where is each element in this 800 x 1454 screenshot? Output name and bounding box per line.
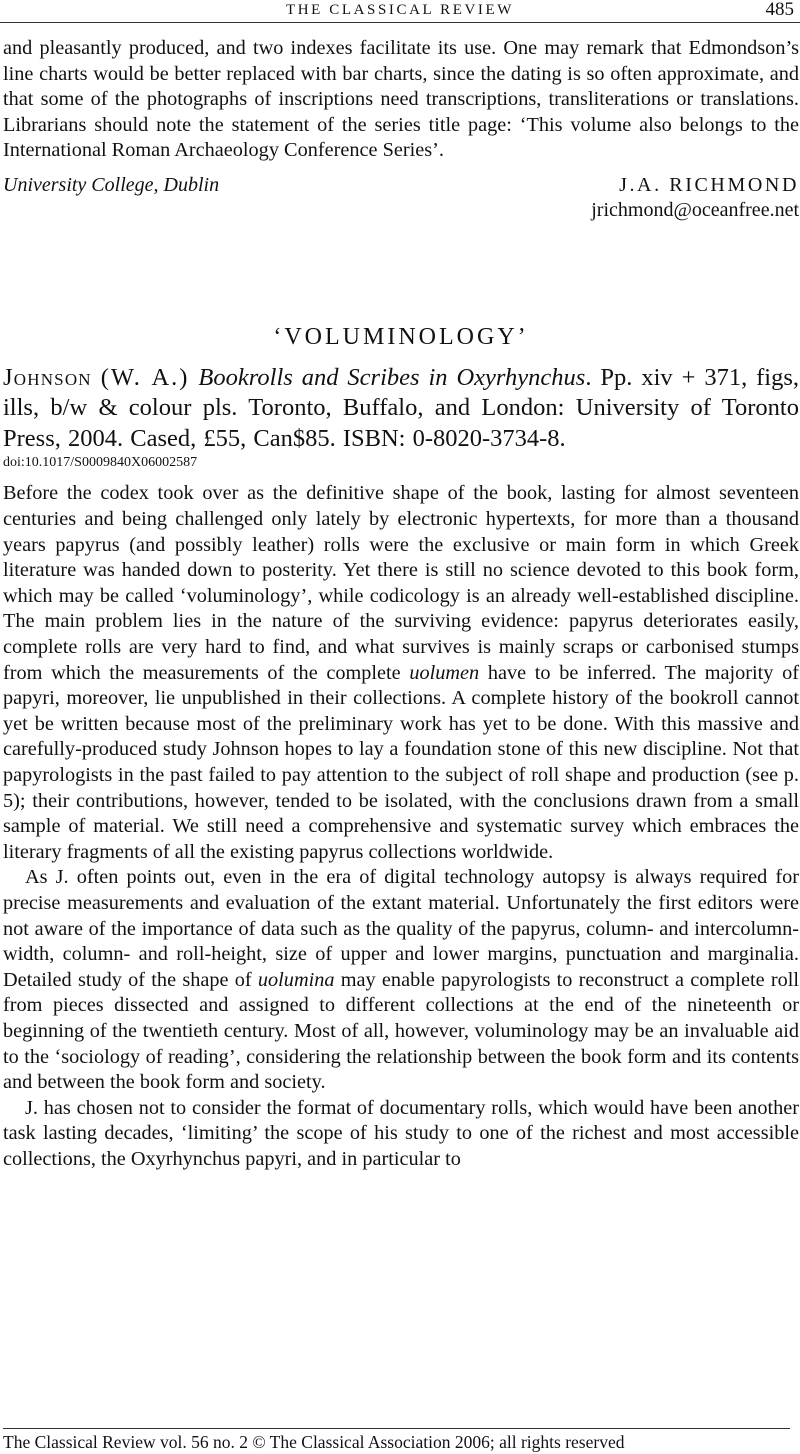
running-head <box>0 0 800 24</box>
footer-copyright: The Classical Review vol. 56 no. 2 © The Classical Association 2006; all rights reserved <box>3 1428 790 1453</box>
page-number: 485 <box>765 0 794 20</box>
page-content <box>3 36 799 1173</box>
header-rule <box>0 22 800 23</box>
citation-details: . Pp. xiv + 371, figs, ills, b/w & colour pls. Toronto, Buffalo, and London: University of Toronto Press, 2004. Cased, £55, Can$85. ISBN: 0-8020-3734-8. <box>3 363 800 452</box>
article-title: ‘VOLUMINOLOGY’ <box>273 323 529 350</box>
citation-author-initials: (W. A.) <box>100 363 190 391</box>
running-title: THE CLASSICAL REVIEW <box>285 2 515 18</box>
reviewer-affiliation: University College, Dublin <box>3 173 220 196</box>
reviewer-signature <box>3 172 799 198</box>
citation-book-title: Bookrolls and Scribes in Oxyrhynchus <box>198 363 586 391</box>
reviewer-name: J.A. RICHMOND <box>619 173 799 196</box>
body-paragraph-1: Before the codex took over as the definitive shape of the book, lasting for almost seventeen centuries and being challenged only lately by electronic hypertexts, for more than a thousand years papyrus (and possibly leather) rolls were the exclusive or main form in which Greek literature was handed down to posterity. Yet there is still no science devoted to this book form, which may be called ‘voluminology’, while codicology is an already well-established discipline. The main problem lies in the nature of the surviving evidence: papyrus deteriorates easily, complete rolls are very hard to find, and what survives is mainly scraps or carbonised stumps from which the measurements of the complete uolumen have to be inferred. The majority of papyri, moreover, lie unpublished in their collections. A complete history of the bookroll cannot yet be written because most of the preliminary work has yet to be done. With this massive and carefully-produced study Johnson hopes to lay a foundation stone of this new discipline. Not that papyrologists in the past failed to pay attention to the subject of roll shape and production (see p. 5); their contributions, however, tended to be isolated, with the conclusions drawn from a small sample of material. We still need a comprehensive and systematic survey which embraces the literary fragments of all the existing papyrus collections worldwide. <box>3 482 799 863</box>
reviewer-email: jrichmond@oceanfree.net <box>591 198 799 221</box>
doi: doi:10.1017/S0009840X06002587 <box>3 455 198 471</box>
previous-review-closing-paragraph: and pleasantly produced, and two indexes facilitate its use. One may remark that Edmondson’s line charts would be better replaced with bar charts, since the dating is so often approximate, and that some of the photographs of inscriptions need transcriptions, transliterations or translations. Librarians should note the statement of the series title page: ‘This volume also belongs to the International Roman Archaeology Conference Series’. <box>3 37 799 162</box>
body-paragraph-3: J. has chosen not to consider the format of documentary rolls, which would have been another task lasting decades, ‘limiting’ the scope of his study to one of the richest and most accessible collections, the Oxyrhynchus papyri, and in particular to <box>3 1096 799 1170</box>
book-citation <box>3 363 799 455</box>
citation-author-last: Johnson <box>3 363 92 391</box>
body-paragraph-2: As J. often points out, even in the era of digital technology autopsy is always required for precise measurements and evaluation of the extant material. Unfortunately the first editors were not aware of the importance of data such as the quality of the papyrus, column- and intercolumn-width, column- and roll-height, size of upper and lower margins, punctuation and marginalia. Detailed study of the shape of uolumina may enable papyrologists to reconstruct a complete roll from pieces dissected and assigned to different collections at the end of the nineteenth or beginning of the twentieth century. Most of all, however, voluminology may be an invaluable aid to the ‘sociology of reading’, considering the relationship between the book form and its contents and between the book form and society. <box>3 866 800 1094</box>
article-body <box>3 481 799 1172</box>
